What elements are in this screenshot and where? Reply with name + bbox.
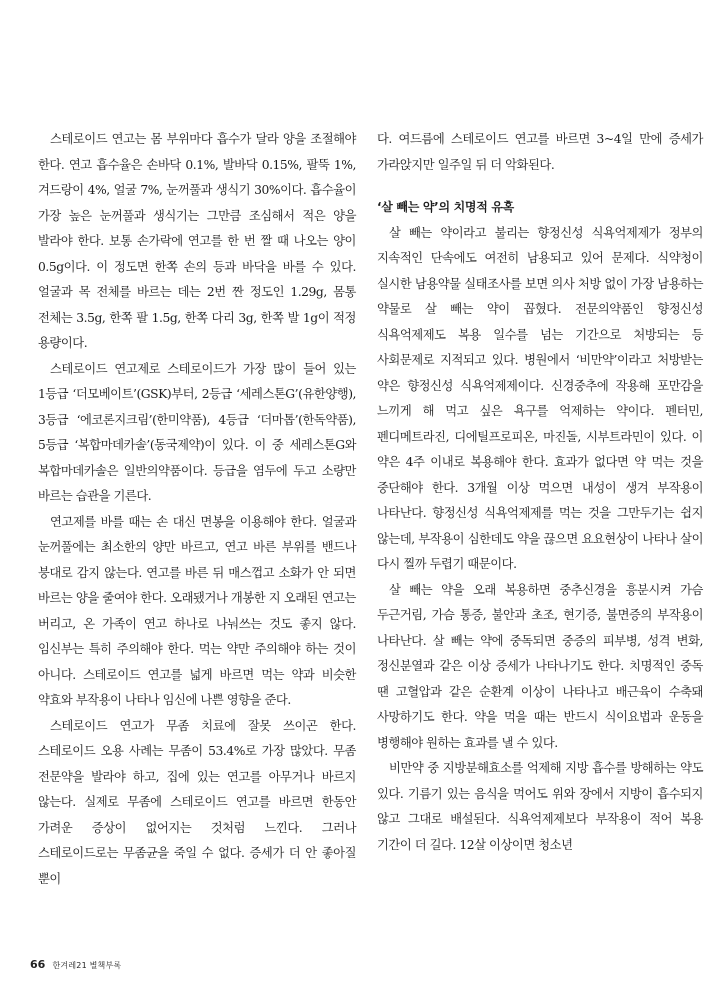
paragraph: 스테로이드 연고제로 스테로이드가 가장 많이 들어 있는 1등급 ‘더모베이트’(GSK)부터, 2등급 ‘세레스톤G’(유한양행), 3등급 ‘에코론지크림’(한미약품), 4등급 ‘더마톱’(한독약품), 5등급 ‘복합마데카솔’(동국제약)이 있다. 이 중 세레스톤G와 복합마데카솔은 일반의약품이다. 등급을 염두에 두고 소량만 바르는 습관을 기른다. — [38, 361, 356, 503]
page-number: 66 — [30, 958, 46, 971]
paragraph-continued: 다. 여드름에 스테로이드 연고를 바르면 3~4일 만에 증세가 가라앉지만 일주일 뒤 더 악화된다. — [377, 132, 703, 172]
section-heading: ‘살 빼는 약’의 치명적 유혹 — [377, 200, 514, 214]
paragraph: 비만약 중 지방분해효소를 억제해 지방 흡수를 방해하는 약도 있다. 기름기 있는 음식을 먹어도 위와 장에서 지방이 흡수되지 않고 그대로 배설된다. 식욕억제제보다 부작용이 적어 복용 기간이 더 길다. 12살 이상이면 청소년 — [377, 761, 703, 852]
paragraph: 살 빼는 약을 오래 복용하면 중추신경을 흥분시켜 가슴 두근거림, 가슴 통증, 불안과 초조, 현기증, 불면증의 부작용이 나타난다. 살 빼는 약에 중독되면 중증의 피부병, 성격 변화, 정신분열과 같은 이상 증세가 나타나기도 한다. 치명적인 중독 땐 고혈압과 같은 순환계 이상이 나타나고 배근육이 수축돼 사망하기도 한다. 약을 먹을 때는 반드시 식이요법과 운동을 병행해야 원하는 효과를 낼 수 있다. — [377, 582, 703, 750]
magazine-name: 한겨레21 별책부록 — [52, 961, 122, 970]
right-column — [377, 127, 703, 858]
left-column — [38, 127, 356, 892]
paragraph: 스테로이드 연고는 몸 부위마다 흡수가 달라 양을 조절해야 한다. 연고 흡수율은 손바닥 0.1%, 발바닥 0.15%, 팔뚝 1%, 겨드랑이 4%, 얼굴 7%, 눈꺼풀과 생식기 30%이다. 흡수율이 가장 높은 눈꺼풀과 생식기는 그만큼 조심해서 적은 양을 발라야 한다. 보통 손가락에 연고를 한 번 짤 때 나오는 양이 0.5g이다. 이 정도면 한쪽 손의 등과 바닥을 바를 수 있다. 얼굴과 목 전체를 바르는 데는 2번 짠 정도인 1.29g, 몸통 전체는 3.5g, 한쪽 팔 1.5g, 한쪽 다리 3g, 한쪽 발 1g이 적정 용량이다. — [38, 132, 356, 350]
page-footer — [30, 958, 121, 971]
paragraph: 살 빼는 약이라고 불리는 향정신성 식욕억제제가 정부의 지속적인 단속에도 여전히 남용되고 있어 문제다. 식약청이 실시한 남용약물 실태조사를 보면 의사 처방 없이 가장 남용하는 약물로 살 빼는 약이 꼽혔다. 전문의약품인 향정신성 식욕억제제도 복용 일수를 넘는 기간으로 처방되는 등 사회문제로 지적되고 있다. 병원에서 ‘비만약’이라고 처방받는 약은 향정신성 식욕억제제이다. 신경중추에 작용해 포만감을 느끼게 해 먹고 싶은 욕구를 억제하는 약이다. 펜터민, 펜디메트라진, 디에틸프로피온, 마진돌, 시부트라민이 있다. 이 약은 4주 이내로 복용해야 한다. 효과가 없다면 약 먹는 것을 중단해야 한다. 3개월 이상 먹으면 내성이 생겨 부작용이 나타난다. 향정신성 식욕억제제를 먹는 것을 그만두기는 쉽지 않는데, 부작용이 심한데도 약을 끊으면 요요현상이 나타나 살이 다시 찔까 두렵기 때문이다. — [377, 225, 703, 571]
paragraph: 연고제를 바를 때는 손 대신 면봉을 이용해야 한다. 얼굴과 눈꺼풀에는 최소한의 양만 바르고, 연고 바른 부위를 밴드나 붕대로 감지 않는다. 연고를 바른 뒤 매스껍고 소화가 안 되면 바르는 양을 줄여야 한다. 오래됐거나 개봉한 지 오래된 연고는 버리고, 온 가족이 연고 하나로 나눠쓰는 것도 좋지 않다. 임신부는 특히 주의해야 한다. 먹는 약만 주의해야 하는 것이 아니다. 스테로이드 연고를 넓게 바르면 먹는 약과 비슷한 약효와 부작용이 나타나 임신에 나쁜 영향을 준다. — [38, 514, 356, 707]
paragraph: 스테로이드 연고가 무좀 치료에 잘못 쓰이곤 한다. 스테로이드 오용 사례는 무좀이 53.4%로 가장 많았다. 무좀 전문약을 발라야 하고, 집에 있는 연고를 아무거나 바르지 않는다. 실제로 무좀에 스테로이드 연고를 바르면 한동안 가려운 증상이 없어지는 것처럼 느낀다. 그러나 스테로이드로는 무좀균을 죽일 수 없다. 증세가 더 안 좋아질 뿐이 — [38, 718, 356, 886]
